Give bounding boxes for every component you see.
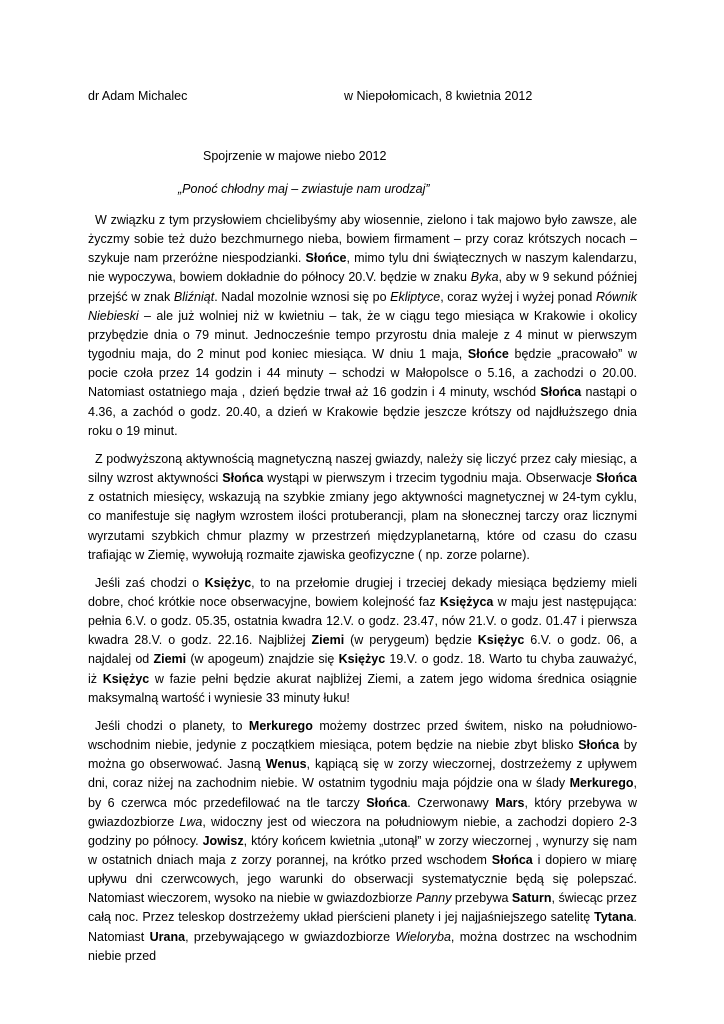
bold-term: Słońca	[596, 471, 637, 486]
italic-term: Byka	[470, 270, 499, 285]
text-run: (w perygeum) będzie	[344, 633, 478, 648]
bold-term: Słońce	[305, 251, 347, 266]
letter-header	[88, 88, 648, 104]
bold-term: Mars	[495, 795, 525, 810]
text-run: , kąpiącą się w zorzy wieczornej, dostrzeżemy z upływem dni, coraz niżej na zachodnim niebie. W ostatnim tygodniu maja pójdzie ona w ślady	[88, 757, 637, 791]
italic-term: Ekliptyce	[390, 289, 441, 304]
text-run: , który przebywa w gwiazdozbiorze	[88, 795, 637, 829]
bold-term: Jowisz	[202, 833, 244, 848]
paragraph-sun	[88, 211, 637, 441]
text-run: , przebywającego w gwiazdozbiorze	[185, 929, 396, 944]
bold-term: Słońce	[467, 347, 509, 362]
italic-term: Równik Niebieski	[88, 289, 637, 323]
place-and-date: w Niepołomicach, 8 kwietnia 2012	[344, 89, 533, 103]
text-run: . Czerwonawy	[407, 795, 496, 810]
text-run: i dopiero w miarę upływu dni czerwcowych, jego warunki do obserwacji systematycznie będą się polepszać. Natomiast wieczorem, wysoko na niebie w gwiazdozbiorze	[88, 853, 638, 906]
text-run: , świecąc przez całą noc. Przez teleskop dostrzeżemy układ pierścieni planety i jej najjaśniejszego satelitę	[88, 891, 637, 925]
italic-term: Bliźniąt	[173, 289, 215, 304]
text-run: , aby w 9 sekund później przejść w znak	[88, 270, 637, 304]
paragraph-moon	[88, 574, 637, 708]
bold-term: Merkurego	[248, 718, 313, 733]
bold-term: Księżyc	[204, 575, 252, 590]
text-run: by można go obserwować. Jasną	[88, 738, 637, 772]
article-motto: „Ponoć chłodny maj – zwiastuje nam urodzaj”	[178, 182, 430, 196]
bold-term: Tytana	[594, 910, 634, 925]
paragraph-planets	[88, 717, 637, 966]
bold-term: Księżyca	[439, 594, 494, 609]
text-run: (w apogeum) znajdzie się	[186, 652, 339, 667]
text-run: Z podwyższoną aktywnością magnetyczną naszej gwiazdy, należy się liczyć przez cały miesiąc, a silny wzrost aktywności	[88, 451, 637, 486]
text-run: , mimo tylu dni świątecznych w naszym kalendarzu, nie wypoczywa, bowiem dokładnie do północy 20.V. będzie w znaku	[88, 251, 637, 285]
italic-term: Panny	[416, 891, 452, 906]
text-run: , by 6 czerwca móc przedefilować na tle tarczy	[88, 776, 637, 810]
bold-term: Merkurego	[569, 776, 634, 791]
italic-term: Wieloryba	[395, 929, 451, 944]
text-run: 6.V. o godz. 06, a najdalej od	[88, 633, 638, 667]
text-run: nastąpi o 4.36, a zachód o godz. 20.40, a dzień w Krakowie będzie jeszcze krótszy od najdłuższego dnia roku o 19 minut.	[88, 385, 637, 438]
text-run: – ale już wolniej niż w kwietniu – tak, że w ciągu tego miesiąca w Krakowie i okolicy przybędzie dnia o 79 minut. Jednocześnie tempo przyrostu dnia maleje z 4 minut w pierwszym tygodniu maja, do 2 minut pod koniec miesiąca. W dniu 1 maja,	[88, 308, 637, 362]
text-run: , coraz wyżej i wyżej ponad	[440, 289, 596, 304]
text-run: w fazie pełni będzie akurat najbliżej Ziemi, a zatem jego widoma średnica osiągnie maksymalną wartość i wyniesie 33 minuty łuku!	[88, 671, 638, 705]
text-run: z ostatnich miesięcy, wskazują na szybkie zmiany jego aktywności magnetycznej w 24-tym cyklu, co manifestuje się nagłym wzrostem ilości protuberancji, plam na słonecznej tarczy oraz licznymi wyrzutami szybkich chmur plazmy w przestrzeń międzyplanetarną, które od czasu do czasu trafiając w Ziemię, wywołują rozmaite zjawiska geofizyczne ( np. zorze polarne).	[88, 490, 637, 562]
paragraph-solar-activity	[88, 450, 637, 565]
article-title: Spojrzenie w majowe niebo 2012	[203, 149, 387, 163]
bold-term: Słońca	[366, 795, 408, 810]
bold-term: Księżyc	[477, 633, 525, 648]
text-run: , to na przełomie drugiej i trzeciej dekady miesiąca będziemy mieli dobre, choć krótkie noce obserwacyjne, bowiem kolejność faz	[88, 575, 638, 609]
bold-term: Saturn	[511, 891, 552, 906]
text-run: . Natomiast	[88, 910, 637, 944]
bold-term: Księżyc	[338, 652, 386, 667]
bold-term: Słońca	[222, 471, 264, 486]
bold-term: Słońca	[540, 385, 582, 400]
text-run: , który końcem kwietnia „utonął” w zorzy wieczornej , wynurzy się nam w ostatnich dniach maja z zorzy porannej, na krótko przed wschodem	[88, 833, 637, 867]
bold-term: Księżyc	[102, 671, 150, 686]
text-run: wystąpi w pierwszym i trzecim tygodniu maja. Obserwacje	[263, 471, 596, 486]
bold-term: Słońca	[491, 853, 533, 867]
bold-term: Słońca	[578, 738, 620, 753]
text-run: Jeśli chodzi o planety, to	[95, 718, 249, 733]
text-run: 19.V. o godz. 18. Warto tu chyba zauważyć, iż	[88, 652, 637, 686]
text-run: , można dostrzec na wschodnim niebie przed	[88, 929, 637, 963]
text-run: . Nadal mozolnie wznosi się po	[214, 289, 391, 304]
text-run: Jeśli zaś chodzi o	[95, 575, 205, 590]
text-run: przebywa	[451, 891, 512, 906]
bold-term: Urana	[149, 929, 186, 944]
author-name: dr Adam Michalec	[88, 89, 188, 103]
article-body	[88, 211, 637, 975]
text-run: W związku z tym przysłowiem chcielibyśmy aby wiosennie, zielono i tak majowo było zawsze, ale życzmy sobie też dużo bezchmurnego nieba, bowiem firmament – przy coraz krótszych nocach – szykuje nam przeróżne niespodzianki.	[88, 213, 637, 266]
italic-term: Lwa	[179, 814, 203, 829]
bold-term: Wenus	[265, 757, 307, 772]
text-run: możemy dostrzec przed świtem, nisko na południowo-wschodnim niebie, jedynie z początkiem miesiąca, potem będzie na niebie zbyt blisko	[88, 718, 637, 753]
bold-term: Ziemi	[311, 633, 345, 648]
bold-term: Ziemi	[153, 652, 187, 667]
text-run: w maju jest następująca: pełnia 6.V. o godz. 05.35, ostatnia kwadra 12.V. o godz. 23.47, nów 21.V. o godz. 01.47 i pierwsza kwadra 28.V. o godz. 22.16. Najbliżej	[88, 594, 637, 648]
text-run: , widoczny jest od wieczora na południowym niebie, a zachodzi dopiero 2-3 godziny po północy.	[88, 814, 637, 848]
text-run: będzie „pracowało” w pocie czoła przez 14 godzin i 44 minuty – schodzi w Małopolsce o 5.16, a zachodzi o 20.00. Natomiast ostatniego maja , dzień będzie trwał aż 16 godzin i 4 minuty, wschód	[88, 347, 637, 400]
